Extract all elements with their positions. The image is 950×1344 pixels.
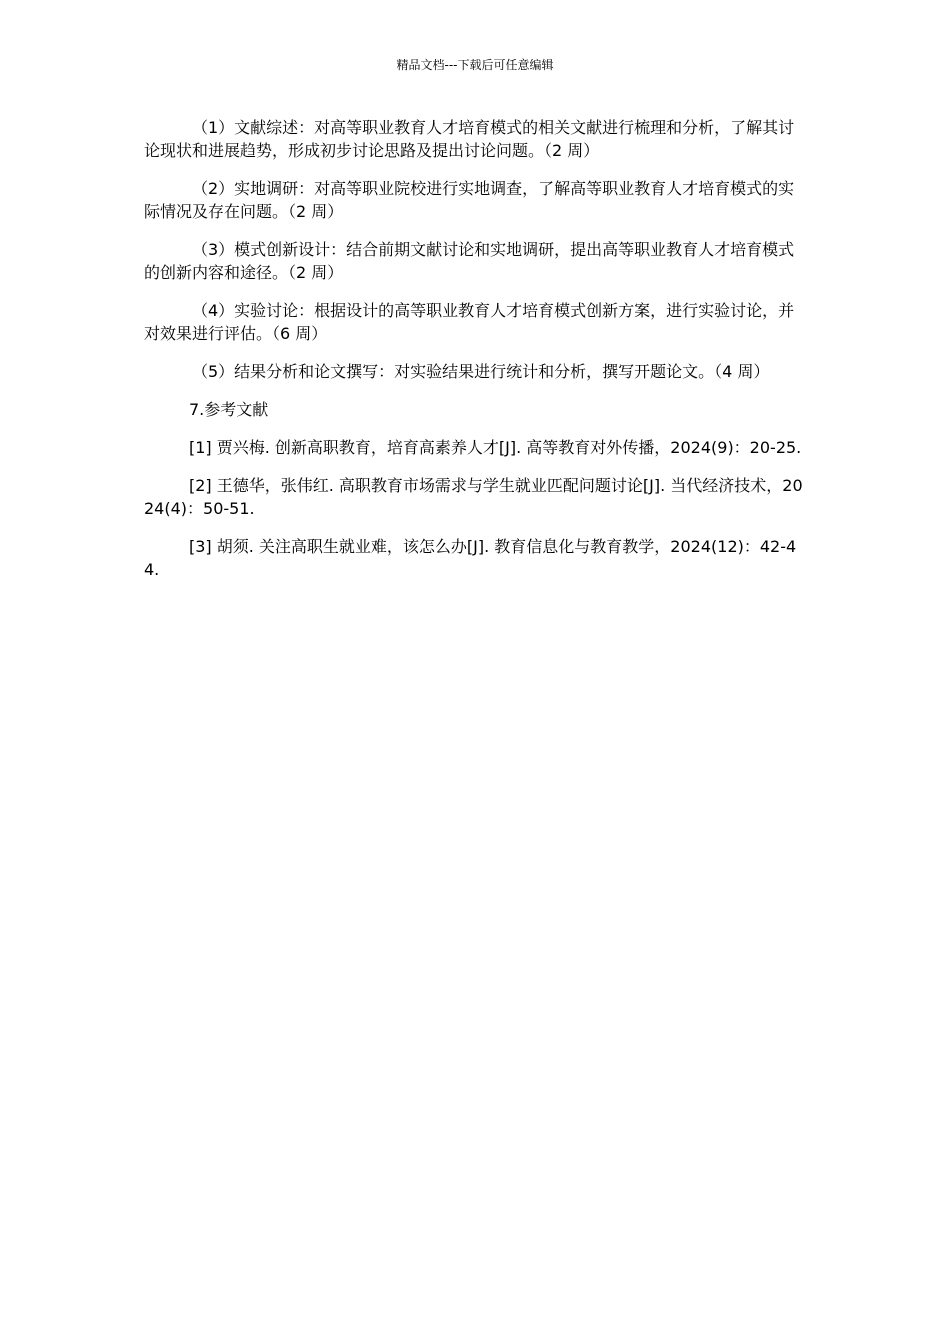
references-heading: 7.参考文献 <box>189 400 269 419</box>
document-body <box>144 116 808 596</box>
plan-item-2: （2）实地调研：对高等职业院校进行实地调查，了解高等职业教育人才培育模式的实际情况及存在问题。（2 周） <box>144 179 795 221</box>
reference-item-3: [3] 胡须. 关注高职生就业难，该怎么办[J]. 教育信息化与教育教学，2024(12)：42-44. <box>144 537 797 579</box>
plan-item-4: （4）实验讨论：根据设计的高等职业教育人才培育模式创新方案，进行实验讨论，并对效果进行评估。（6 周） <box>144 301 795 343</box>
page-header: 精品文档---下载后可任意编辑 <box>396 58 554 72</box>
plan-item-3: （3）模式创新设计：结合前期文献讨论和实地调研，提出高等职业教育人才培育模式的创新内容和途径。（2 周） <box>144 240 795 282</box>
plan-item-5: （5）结果分析和论文撰写：对实验结果进行统计和分析，撰写开题论文。（4 周） <box>192 362 770 381</box>
reference-item-2: [2] 王德华，张伟红. 高职教育市场需求与学生就业匹配问题讨论[J]. 当代经济技术，2024(4)：50-51. <box>144 476 803 518</box>
plan-item-1: （1）文献综述：对高等职业教育人才培育模式的相关文献进行梳理和分析，了解其讨论现状和进展趋势，形成初步讨论思路及提出讨论问题。（2 周） <box>144 118 795 160</box>
reference-item-1: [1] 贾兴梅. 创新高职教育，培育高素养人才[J]. 高等教育对外传播，2024(9)：20-25. <box>189 438 802 457</box>
